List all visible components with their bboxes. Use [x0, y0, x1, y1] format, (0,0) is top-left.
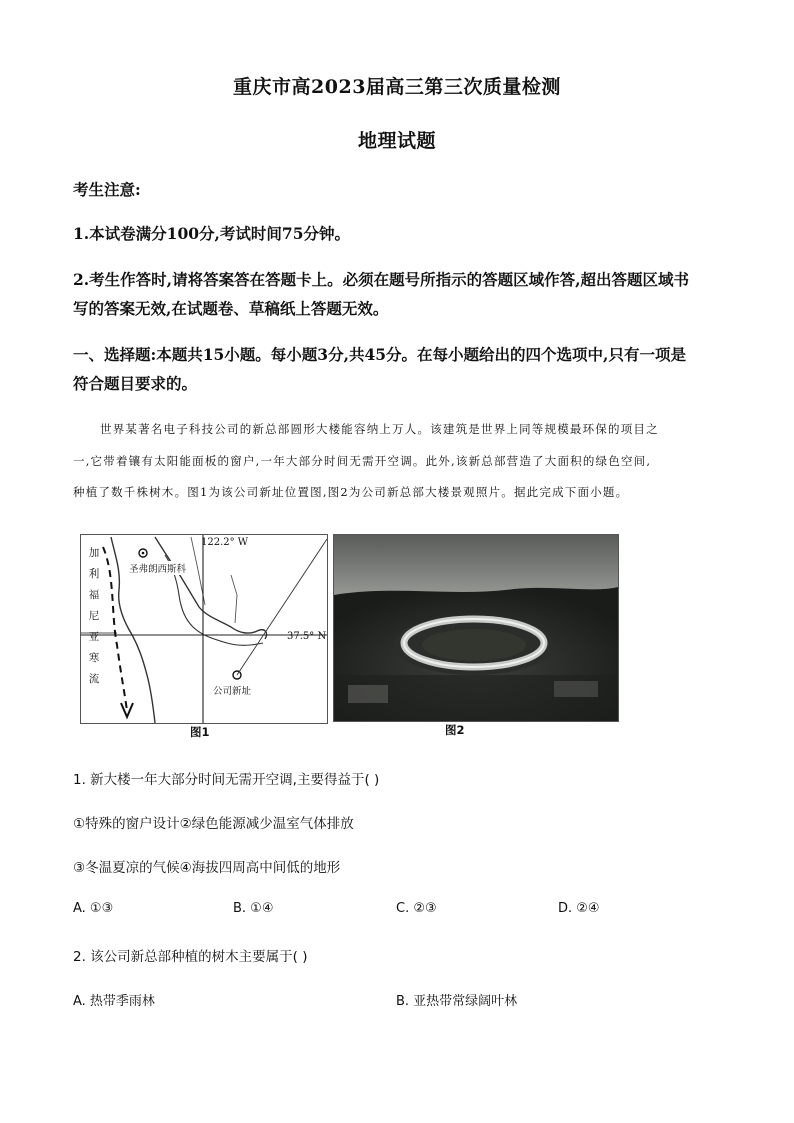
longitude-label: 122.2° W — [201, 537, 249, 548]
parking-structure — [554, 681, 598, 697]
site-pointer-line — [237, 539, 327, 675]
section-heading-line-1: 一、选择题:本题共15小题。每小题3分,共45分。在每小题给出的四个选项中,只有一项是 — [73, 345, 686, 364]
current-label — [87, 543, 101, 690]
page-subtitle: 地理试题 — [357, 130, 436, 152]
current-label-char: 寒 — [88, 652, 100, 664]
question-1-option-b[interactable]: B. ①④ — [233, 901, 274, 916]
passage-line-2: 一,它带着镶有太阳能面板的窗户,一年大部分时间无需开空调。此外,该新总部营造了大面积的绿色空间, — [73, 454, 652, 468]
location-map-figure — [80, 534, 328, 724]
site-label: 公司新址 — [213, 686, 252, 697]
current-label-char: 利 — [88, 568, 100, 580]
headquarters-photo-drawing — [334, 535, 618, 721]
question-1-statement-2: ③冬温夏凉的气候④海拔四周高中间低的地形 — [73, 860, 341, 876]
headquarters-photo — [333, 534, 619, 722]
question-2-stem: 2. 该公司新总部种植的树木主要属于( ) — [73, 949, 308, 965]
notice-item-1: 1.本试卷满分100分,考试时间75分钟。 — [73, 224, 351, 243]
section-heading-line-2: 符合题目要求的。 — [73, 374, 198, 393]
question-1-option-a[interactable]: A. ①③ — [73, 901, 114, 916]
question-1-option-d[interactable]: D. ②④ — [558, 901, 600, 916]
notice-item-2-line-1: 2.考生作答时,请将答案答在答题卡上。必须在题号所指示的答题区域作答,超出答题区域书 — [73, 270, 689, 289]
question-1-statement-1: ①特殊的窗户设计②绿色能源减少温室气体排放 — [73, 816, 354, 832]
question-2-option-b[interactable]: B. 亚热带常绿阔叶林 — [396, 994, 518, 1009]
current-label-char: 福 — [88, 589, 100, 601]
question-1-option-c[interactable]: C. ②③ — [396, 901, 437, 916]
parking-structure — [348, 685, 388, 703]
current-label-char: 加 — [88, 547, 100, 559]
page-title: 重庆市高2023届高三第三次质量检测 — [233, 76, 561, 98]
current-label-char: 流 — [88, 673, 100, 685]
passage-line-1: 世界某著名电子科技公司的新总部圆形大楼能容纳上万人。该建筑是世界上同等规模最环保的项目之 — [100, 422, 659, 436]
bay-shore — [155, 537, 267, 639]
notice-heading: 考生注意: — [73, 180, 141, 199]
inner-courtyard — [422, 629, 526, 661]
california-current-arrow — [103, 547, 127, 711]
passage-line-3: 种植了数千株树木。图1为该公司新址位置图,图2为公司新总部大楼景观照片。据此完成下面小题。 — [73, 485, 629, 499]
current-label-char: 亚 — [88, 631, 100, 643]
latitude-label: 37.5° N — [287, 631, 327, 642]
question-1-stem: 1. 新大楼一年大部分时间无需开空调,主要得益于( ) — [73, 772, 380, 788]
current-label-char: 尼 — [88, 610, 100, 622]
city-marker-dot — [142, 552, 145, 555]
question-2-option-a[interactable]: A. 热带季雨林 — [73, 994, 155, 1009]
county-border — [231, 575, 237, 623]
figure-2-caption: 图2 — [445, 723, 465, 737]
notice-item-2-line-2: 写的答案无效,在试题卷、草稿纸上答题无效。 — [73, 299, 389, 318]
location-map — [81, 535, 327, 723]
figure-1-caption: 图1 — [190, 725, 210, 739]
city-label: 圣弗朗西斯科 — [129, 561, 186, 575]
